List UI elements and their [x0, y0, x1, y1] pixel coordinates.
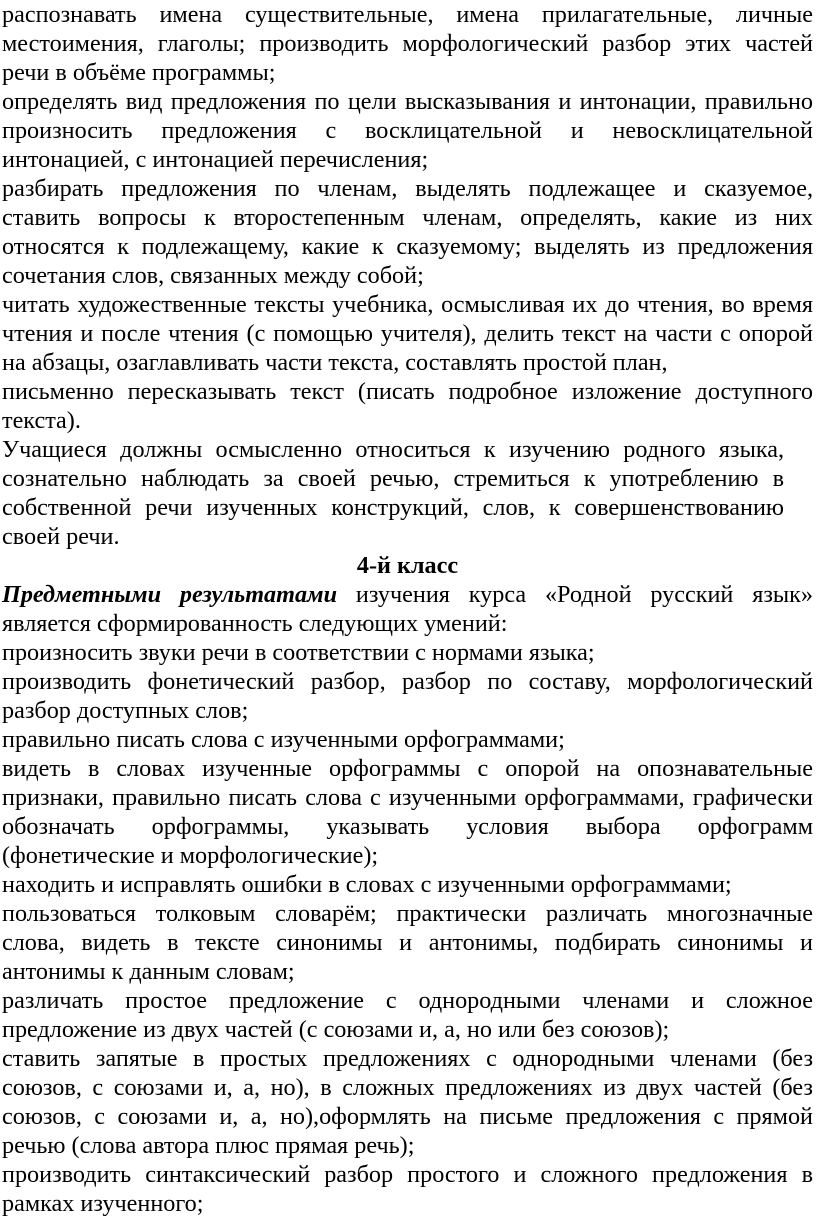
skill-item: видеть в словах изученные орфограммы с опорой на опознавательные признаки, правильно писать слова с изученными орфограммами, графически обозначать орфограммы, указывать условия выбора орфограмм (фонетические и морфологические);	[2, 755, 813, 869]
skill-item: пользоваться толковым словарём; практически различать многозначные слова, видеть в тексте синонимы и антонимы, подбирать синонимы и антонимы к данным словам;	[2, 900, 813, 985]
paragraph-parts-of-speech: распознавать имена существительные, имена прилагательные, личные местоимения, глаголы; производить морфологический разбор этих частей речи в объёме программы;	[2, 1, 813, 86]
intro-emphasis: Предметными результатами	[2, 581, 338, 608]
skill-item: ставить запятые в простых предложениях с однородными членами (без союзов, с союзами и, а, но), в сложных предложениях из двух частей (без союзов, с союзами и, а, но),оформлять на письме предложения с прямой речью (слова автора плюс прямая речь);	[2, 1045, 813, 1159]
skill-item: произносить звуки речи в соответствии с нормами языка;	[2, 639, 595, 666]
document-page	[2, 0, 813, 1218]
intro-paragraph	[2, 580, 813, 638]
skill-item: находить и исправлять ошибки в словах с изученными орфограммами;	[2, 871, 732, 898]
grade-heading: 4-й класс	[356, 552, 459, 579]
paragraph-reading-texts: читать художественные тексты учебника, осмысливая их до чтения, во время чтения и после чтения (с помощью учителя), делить текст на части с опорой на абзацы, озаглавливать части текста, составлять простой план,	[2, 291, 813, 376]
skill-item: различать простое предложение с однородными членами и сложное предложение из двух частей (с союзами и, а, но или без союзов);	[2, 987, 813, 1043]
paragraph-attitude: Учащиеся должны осмысленно относиться к изучению родного языка, сознательно наблюдать за своей речью, стремиться к употреблению в собственной речи изученных конструкций, слов, к совершенствованию своей речи.	[2, 436, 784, 550]
skill-item: производить фонетический разбор, разбор по составу, морфологический разбор доступных слов;	[2, 668, 813, 724]
skill-item: производить синтаксический разбор простого и сложного предложения в рамках изученного;	[2, 1161, 813, 1217]
paragraph-sentence-type: определять вид предложения по цели высказывания и интонации, правильно произносить предложения с восклицательной и невосклицательной интонацией, с интонацией перечисления;	[2, 88, 813, 173]
skill-item: правильно писать слова с изученными орфограммами;	[2, 726, 565, 753]
paragraph-retelling: письменно пересказывать текст (писать подробное изложение доступного текста).	[2, 378, 813, 434]
intro-rest: изучения курса «Родной русский язык» является сформированность следующих умений:	[2, 581, 813, 637]
paragraph-sentence-members: разбирать предложения по членам, выделять подлежащее и сказуемое, ставить вопросы к второстепенным членам, определять, какие из них относятся к подлежащему, какие к сказуемому; выделять из предложения сочетания слов, связанных между собой;	[2, 175, 813, 289]
